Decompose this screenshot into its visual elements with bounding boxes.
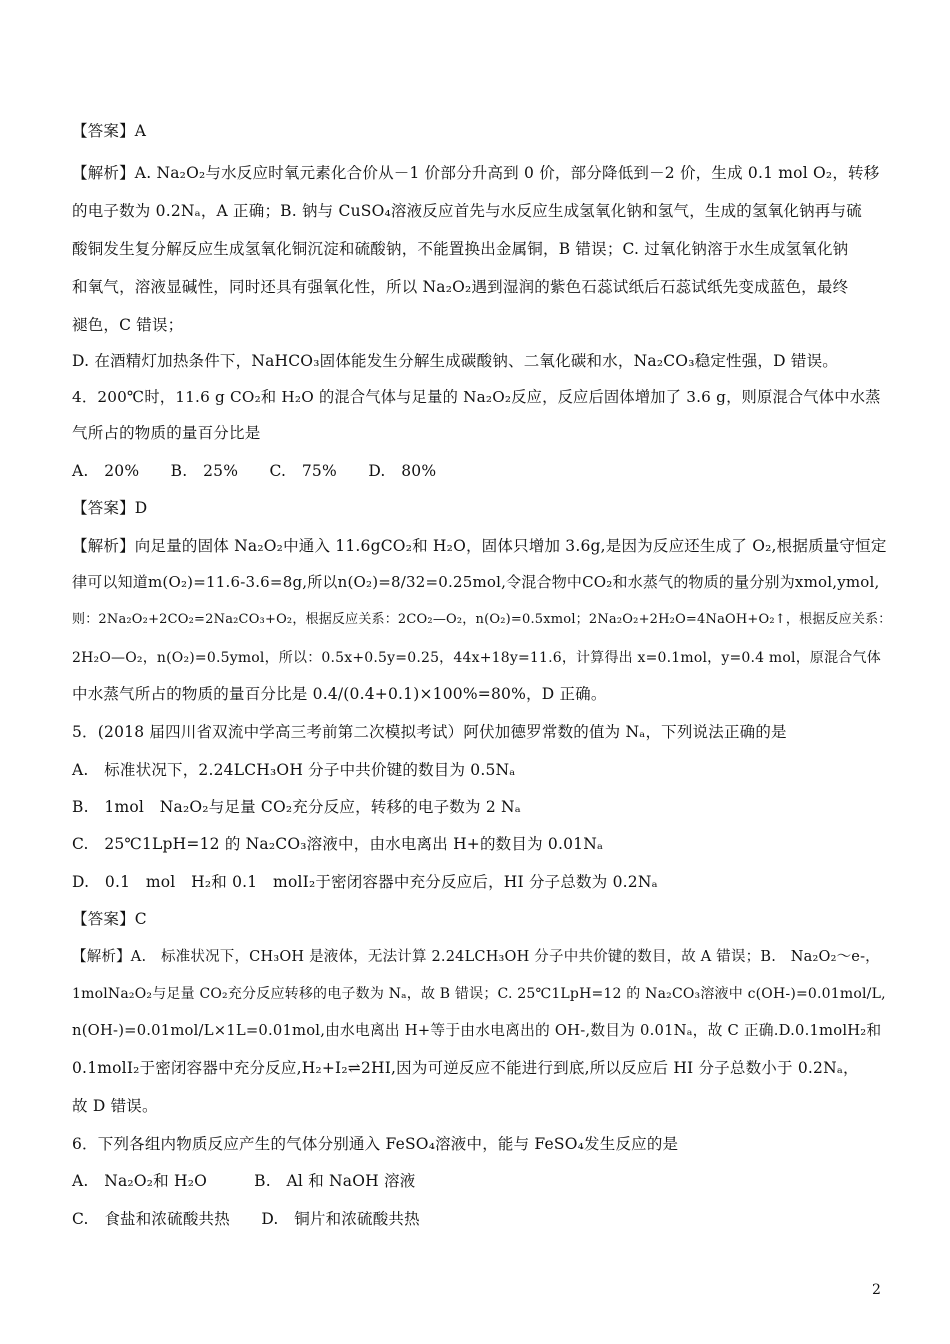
question-4-stem: 气所占的物质的量百分比是	[72, 424, 261, 442]
question-4-options: A. 20% B. 25% C. 75% D. 80%	[72, 462, 437, 480]
question-5-stem: 5．(2018 届四川省双流中学高三考前第二次模拟考试）阿伏加德罗常数的值为 Nₐ，下列说法正确的是	[72, 723, 787, 741]
question-6-options-ab: A. Na₂O₂和 H₂O B. Al 和 NaOH 溶液	[72, 1172, 416, 1190]
question-6-options-cd: C. 食盐和浓硫酸共热 D. 铜片和浓硫酸共热	[72, 1210, 420, 1228]
question-5-option-a: A. 标准状况下，2.24LCH₃OH 分子中共价键的数目为 0.5Nₐ	[72, 761, 516, 779]
analysis-line: 故 D 错误。	[72, 1097, 158, 1115]
question-6-stem: 6．下列各组内物质反应产生的气体分别通入 FeSO₄溶液中，能与 FeSO₄发生反应的是	[72, 1135, 679, 1153]
analysis-line: 酸铜发生复分解反应生成氢氧化铜沉淀和硫酸钠，不能置换出金属铜，B 错误；C. 过氧化钠溶于水生成氢氧化钠	[72, 240, 849, 258]
question-5-option-c: C. 25℃1LpH=12 的 Na₂CO₃溶液中，由水电离出 H+的数目为 0.01Nₐ	[72, 835, 604, 853]
analysis-line: 1molNa₂O₂与足量 CO₂充分反应转移的电子数为 Nₐ，故 B 错误；C. 25℃1LpH=12 的 Na₂CO₃溶液中 c(OH-)=0.01mol/L,	[72, 986, 886, 1002]
answer-label: 【答案】C	[72, 910, 147, 928]
analysis-line: n(OH-)=0.01mol/L×1L=0.01mol,由水电离出 H+等于由水电离出的 OH-,数目为 0.01Nₐ，故 C 正确.D.0.1molH₂和	[72, 1022, 882, 1039]
analysis-line: D. 在酒精灯加热条件下，NaHCO₃固体能发生分解生成碳酸钠、二氧化碳和水，Na₂CO₃稳定性强，D 错误。	[72, 352, 838, 370]
answer-label: 【答案】A	[72, 122, 147, 140]
analysis-line: 【解析】A. Na₂O₂与水反应时氧元素化合价从－1 价部分升高到 0 价，部分降低到－2 价，生成 0.1 mol O₂，转移	[72, 164, 880, 182]
analysis-line: 的电子数为 0.2Nₐ，A 正确；B. 钠与 CuSO₄溶液反应首先与水反应生成氢氧化钠和氢气，生成的氢氧化钠再与硫	[72, 202, 862, 220]
page-number: 2	[872, 1282, 881, 1298]
analysis-line: 【解析】A. 标准状况下，CH₃OH 是液体，无法计算 2.24LCH₃OH 分子中共价键的数目，故 A 错误；B. Na₂O₂～e-，	[72, 949, 880, 965]
analysis-line: 2H₂O—O₂，n(O₂)=0.5ymol，所以：0.5x+0.5y=0.25，44x+18y=11.6，计算得出 x=0.1mol，y=0.4 mol，原混合气体	[72, 650, 881, 666]
answer-label: 【答案】D	[72, 499, 148, 517]
analysis-line: 律可以知道m(O₂)=11.6-3.6=8g,所以n(O₂)=8/32=0.25mol,令混合物中CO₂和水蒸气的物质的量分别为xmol,ymol,	[72, 573, 880, 591]
analysis-line: 和氧气，溶液显碱性，同时还具有强氧化性，所以 Na₂O₂遇到湿润的紫色石蕊试纸后石蕊试纸先变成蓝色，最终	[72, 278, 849, 296]
analysis-line: 褪色，C 错误；	[72, 316, 184, 334]
question-4-stem: 4．200℃时，11.6 g CO₂和 H₂O 的混合气体与足量的 Na₂O₂反应，反应后固体增加了 3.6 g，则原混合气体中水蒸	[72, 388, 881, 406]
analysis-line: 则：2Na₂O₂+2CO₂=2Na₂CO₃+O₂，根据反应关系：2CO₂—O₂，n(O₂)=0.5xmol；2Na₂O₂+2H₂O=4NaOH+O₂↑，根据反应关系：	[72, 612, 892, 627]
question-5-option-b: B. 1mol Na₂O₂与足量 CO₂充分反应，转移的电子数为 2 Nₐ	[72, 798, 521, 816]
analysis-line: 中水蒸气所占的物质的量百分比是 0.4/(0.4+0.1)×100%=80%，D 正确。	[72, 685, 607, 703]
question-5-option-d: D. 0.1 mol H₂和 0.1 molI₂于密闭容器中充分反应后，HI 分子总数为 0.2Nₐ	[72, 873, 658, 891]
analysis-line: 0.1molI₂于密闭容器中充分反应,H₂+I₂⇌2HI,因为可逆反应不能进行到底,所以反应后 HI 分子总数小于 0.2Nₐ，	[72, 1059, 859, 1077]
analysis-line: 【解析】向足量的固体 Na₂O₂中通入 11.6gCO₂和 H₂O，固体只增加 3.6g,是因为反应还生成了 O₂,根据质量守恒定	[72, 537, 887, 555]
